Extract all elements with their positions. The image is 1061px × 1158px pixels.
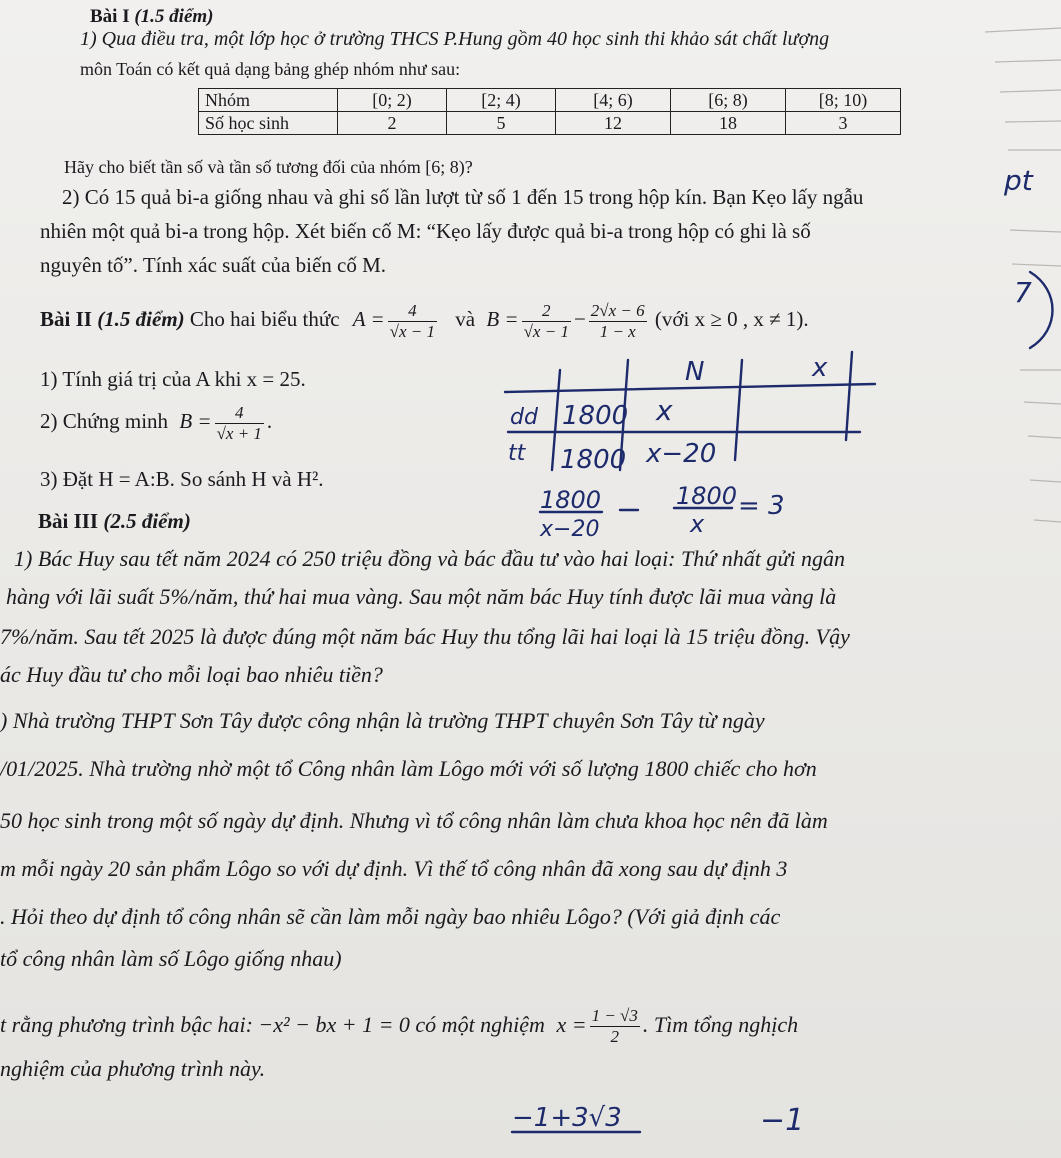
- bai2-points: (1.5 điểm): [97, 307, 185, 331]
- bai1-q2-line1: 2) Có 15 quả bi-a giống nhau và ghi số lần lượt từ số 1 đến 15 trong hộp kín. Bạn Kẹo lấy ngẫu: [62, 185, 864, 209]
- bai1-points: (1.5 điểm): [134, 6, 214, 27]
- bai2-q2: 2) Chứng minh B = $\frac{4}{√x + 1}$ .: [40, 402, 273, 443]
- domain-condition: (với x ≥ 0 , x ≠ 1).: [654, 307, 809, 331]
- table-cell: [0; 2): [338, 89, 447, 112]
- bai3-p2-line: 50 học sinh trong một số ngày dự định. Nhưng vì tổ công nhân làm chưa khoa học nên đã làm: [0, 808, 828, 833]
- expr-B-fraction1: [522, 301, 571, 342]
- hw-table-l2: tt: [508, 441, 526, 466]
- hw-side-1: pt: [1004, 164, 1033, 197]
- hw-eq-den1: x−20: [540, 517, 600, 542]
- table-cell: Nhóm: [199, 89, 338, 112]
- hw-eq-num1: 1800: [540, 486, 602, 514]
- hw-table-r2b: x−20: [646, 439, 717, 469]
- table-cell: [6; 8): [671, 89, 786, 112]
- bai2-q2-fraction: [215, 403, 264, 444]
- bai2-title: Bài II: [40, 307, 92, 331]
- bai3-p2-line: ) Nhà trường THPT Sơn Tây được công nhận là trường THPT chuyên Sơn Tây từ ngày: [0, 708, 765, 733]
- bai2-intro: Cho hai biểu thức: [189, 307, 340, 331]
- bai3-p3-num: 1 − √3: [591, 1006, 638, 1026]
- table-cell: 18: [671, 112, 786, 135]
- minus-sign: −: [573, 307, 586, 331]
- expr-A-lhs: A =: [352, 307, 385, 331]
- table-cell: 2: [338, 112, 447, 135]
- table-row: [199, 89, 901, 112]
- hw-table-r1a: 1800: [562, 401, 629, 431]
- bai2-q2-text: 2) Chứng minh: [40, 409, 169, 433]
- hw-eq-den2: x: [690, 510, 705, 538]
- hw-eq-rhs: = 3: [738, 491, 785, 521]
- table-cell: 5: [447, 112, 556, 135]
- bai1-q1-line2: môn Toán có kết quả dạng bảng ghép nhóm như sau:: [80, 59, 461, 79]
- bai2-q1: 1) Tính giá trị của A khi x = 25.: [40, 367, 306, 391]
- bai3-p1-line: 1) Bác Huy sau tết năm 2024 có 250 triệu đồng và bác đầu tư vào hai loại: Thứ nhất gửi ngân: [14, 546, 845, 571]
- table-cell: [8; 10): [786, 89, 901, 112]
- bai1-title: Bài I: [90, 6, 130, 27]
- bai3-heading: [38, 508, 191, 534]
- bai3-p1-line: hàng với lãi suất 5%/năm, thứ hai mua vàng. Sau một năm bác Huy tính được lãi mua vàng là: [6, 584, 837, 609]
- bai3-p3-pre: t rằng phương trình bậc hai: −x² − bx + 1 = 0 có một nghiệm: [0, 1012, 545, 1037]
- hw-table-h1: N: [685, 357, 705, 387]
- and-word: và: [455, 307, 476, 331]
- table-row: [199, 112, 901, 135]
- bai3-p1-line: ác Huy đầu tư cho mỗi loại bao nhiêu tiền?: [0, 662, 383, 687]
- bai3-p2-line: . Hỏi theo dự định tổ công nhân sẽ cần làm mỗi ngày bao nhiêu Lôgo? (Với giả định các: [0, 904, 781, 929]
- hw-bottom-b: −1: [760, 1103, 805, 1138]
- bai3-p2-line: tổ công nhân làm số Lôgo giống nhau): [0, 946, 342, 971]
- bai2-q2-num: 4: [215, 403, 264, 424]
- expr-A-num: 4: [388, 301, 437, 322]
- bai3-p3-line1: [0, 1000, 798, 1050]
- bai3-p3-x: x =: [556, 1012, 587, 1037]
- bai3-points: (2.5 điểm): [103, 509, 191, 533]
- bai3-p3-den: 2: [610, 1027, 619, 1047]
- bai3-p2-line: /01/2025. Nhà trường nhờ một tổ Công nhân làm Lôgo mới với số lượng 1800 chiếc cho hơn: [0, 756, 817, 781]
- bai3-p1-line: 7%/năm. Sau tết 2025 là được đúng một năm bác Huy thu tổng lãi hai loại là 15 triệu đồng. Vậy: [0, 624, 850, 649]
- expr-B-lhs: B =: [486, 307, 519, 331]
- hw-table-r2a: 1800: [560, 445, 627, 475]
- table-cell: [4; 6): [556, 89, 671, 112]
- table-cell: 12: [556, 112, 671, 135]
- hw-table-r1b: x: [656, 394, 673, 427]
- bai2-q2-lhs: B =: [179, 409, 212, 433]
- frequency-table: [198, 88, 901, 135]
- bai1-q2-line3: nguyên tố”. Tính xác suất của biến cố M.: [40, 253, 387, 277]
- expr-A-fraction: [388, 301, 437, 342]
- bai3-p3-line2: nghiệm của phương trình này.: [0, 1056, 266, 1081]
- table-cell: [2; 4): [447, 89, 556, 112]
- hw-table-l1: dd: [510, 405, 538, 430]
- bai1-q1-question: Hãy cho biết tần số và tần số tương đối của nhóm [6; 8)?: [64, 157, 473, 177]
- expr-A-den: √x − 1: [389, 321, 436, 341]
- expr-B-den2: 1 − x: [599, 321, 636, 341]
- table-cell: 3: [786, 112, 901, 135]
- expr-B-den1: √x − 1: [523, 321, 569, 341]
- bai2-q3: 3) Đặt H = A:B. So sánh H và H².: [40, 467, 324, 491]
- table-cell: Số học sinh: [199, 112, 338, 135]
- bai2-statement: [40, 296, 809, 342]
- expr-B-num1: 2: [522, 301, 571, 322]
- bai1-q1-line1: 1) Qua điều tra, một lớp học ở trường THCS P.Hung gồm 40 học sinh thi khảo sát chất lượng: [80, 28, 830, 50]
- bai3-p3-post: . Tìm tổng nghịch: [642, 1012, 799, 1037]
- hw-eq-num2: 1800: [676, 482, 738, 510]
- bai3-p2-line: m mỗi ngày 20 sản phẩm Lôgo so với dự định. Vì thế tổ công nhân đã xong sau dự định 3: [0, 856, 788, 881]
- hw-side-2: 7: [1014, 276, 1032, 309]
- hw-bottom-a: −1+3√3: [512, 1103, 622, 1133]
- bai1-q2-line2: nhiên một quả bi-a trong hộp. Xét biến cố M: “Kẹo lấy được quả bi-a trong hộp có ghi là số: [40, 219, 811, 243]
- bai3-p3-fraction: [590, 1006, 640, 1047]
- expr-B-num2: 2√x − 6: [590, 300, 645, 320]
- bai3-title: Bài III: [38, 509, 99, 533]
- expr-B-fraction2: [589, 301, 647, 342]
- bai2-q2-den: √x + 1: [216, 423, 262, 443]
- hw-table-h2: x: [812, 353, 828, 383]
